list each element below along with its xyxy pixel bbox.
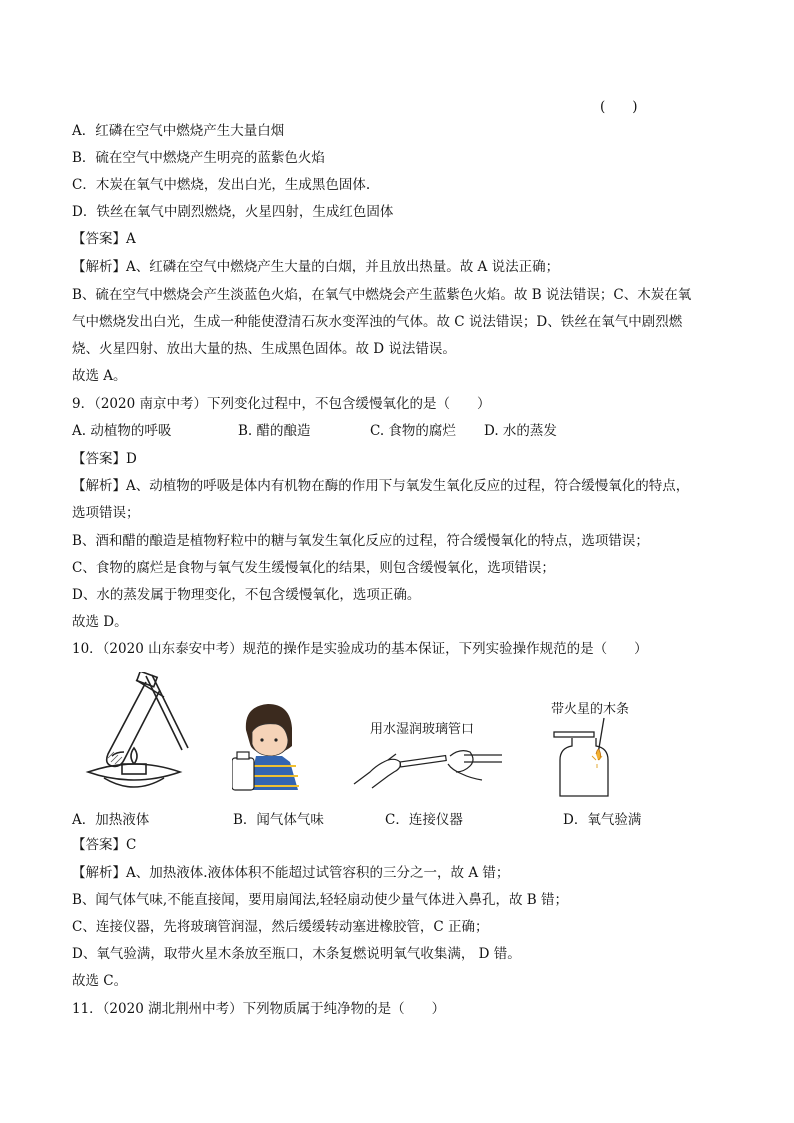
caption-c: C．连接仪器 [385,812,463,828]
heating-liquid-figure [78,672,190,797]
q8-analysis-line: 气中燃烧发出白光，生成一种能使澄清石灰水变浑浊的气体。故 C 说法错误；D、铁丝在氧气中剧烈燃 [72,314,683,330]
q9-analysis-line: 选项错误； [72,505,140,521]
q10-analysis-line: B、闻气体气味,不能直接闻，要用扇闻法,轻轻扇动使少量气体进入鼻孔，故 B 错； [72,892,569,908]
q9-option-d: D. 水的蒸发 [484,423,557,439]
q10-choose: 故选 C。 [72,973,128,989]
caption-d: D．氧气验满 [563,812,642,828]
q9-choose: 故选 D。 [72,614,128,630]
q8-option-c: C．木炭在氧气中燃烧，发出白光，生成黑色固体. [72,177,371,193]
smelling-gas-figure [232,700,308,792]
caption-a: A．加热液体 [72,812,150,828]
oxygen-test-figure [552,716,640,800]
q10-analysis-line: D、氧气验满，取带火星木条放至瓶口，木条复燃说明氧气收集满， D 错。 [72,946,521,962]
q8-analysis-line: B、硫在空气中燃烧会产生淡蓝色火焰，在氧气中燃烧会产生蓝紫色火焰。故 B 说法错误；C、木炭在氧 [72,287,692,303]
q8-analysis-line: 【解析】A、红磷在空气中燃烧产生大量的白烟，并且放出热量。故 A 说法正确； [72,259,560,275]
q10-answer: 【答案】C [72,837,137,853]
q8-option-d: D．铁丝在氧气中剧烈燃烧，火星四射，生成红色固体 [72,204,394,220]
q10-analysis-line: 【解析】A、加热液体.液体体积不能超过试管容积的三分之一，故 A 错； [72,865,510,881]
q9-analysis-line: B、酒和醋的酿造是植物籽粒中的糖与氧发生氧化反应的过程，符合缓慢氧化的特点，选项错误； [72,533,649,549]
q8-analysis-line: 烧、火星四射、放出大量的热、生成黑色固体。故 D 说法错误。 [72,341,456,357]
q10-stem: 10．（2020 山东泰安中考）规范的操作是实验成功的基本保证，下列实验操作规范的是（ ） [72,641,648,657]
q9-option-b: B. 醋的酿造 [238,423,311,439]
figure-c-label: 用水湿润玻璃管口 [370,722,475,737]
q9-analysis-line: D、水的蒸发属于物理变化，不包含缓慢氧化，选项正确。 [72,587,421,603]
q9-analysis-line: C、食物的腐烂是食物与氧气发生缓慢氧化的结果，则包含缓慢氧化，选项错误； [72,560,555,576]
answer-bracket: ( ) [600,99,638,115]
q11-stem: 11．（2020 湖北荆州中考）下列物质属于纯净物的是（ ） [72,1001,446,1017]
caption-b: B．闻气体气味 [233,812,324,828]
q9-answer: 【答案】D [72,451,137,467]
q8-option-b: B．硫在空气中燃烧产生明亮的蓝紫色火焰 [72,150,325,166]
q10-analysis-line: C、连接仪器，先将玻璃管润湿，然后缓缓转动塞进橡胶管，C 正确； [72,919,489,935]
q8-answer: 【答案】A [72,231,136,247]
q8-choose: 故选 A。 [72,368,127,384]
q9-option-c: C. 食物的腐烂 [370,423,456,439]
q9-options [72,422,557,440]
q9-stem: 9．（2020 南京中考）下列变化过程中，不包含缓慢氧化的是（ ） [72,396,491,412]
q8-option-a: A．红磷在空气中燃烧产生大量白烟 [72,123,285,139]
q9-option-a: A. 动植物的呼吸 [72,423,172,439]
q9-analysis-line: 【解析】A、动植物的呼吸是体内有机物在酶的作用下与氧发生氧化反应的过程，符合缓慢氧化的特点， [72,478,690,494]
connecting-instruments-figure [352,738,504,794]
figure-d-label: 带火星的木条 [551,702,630,717]
